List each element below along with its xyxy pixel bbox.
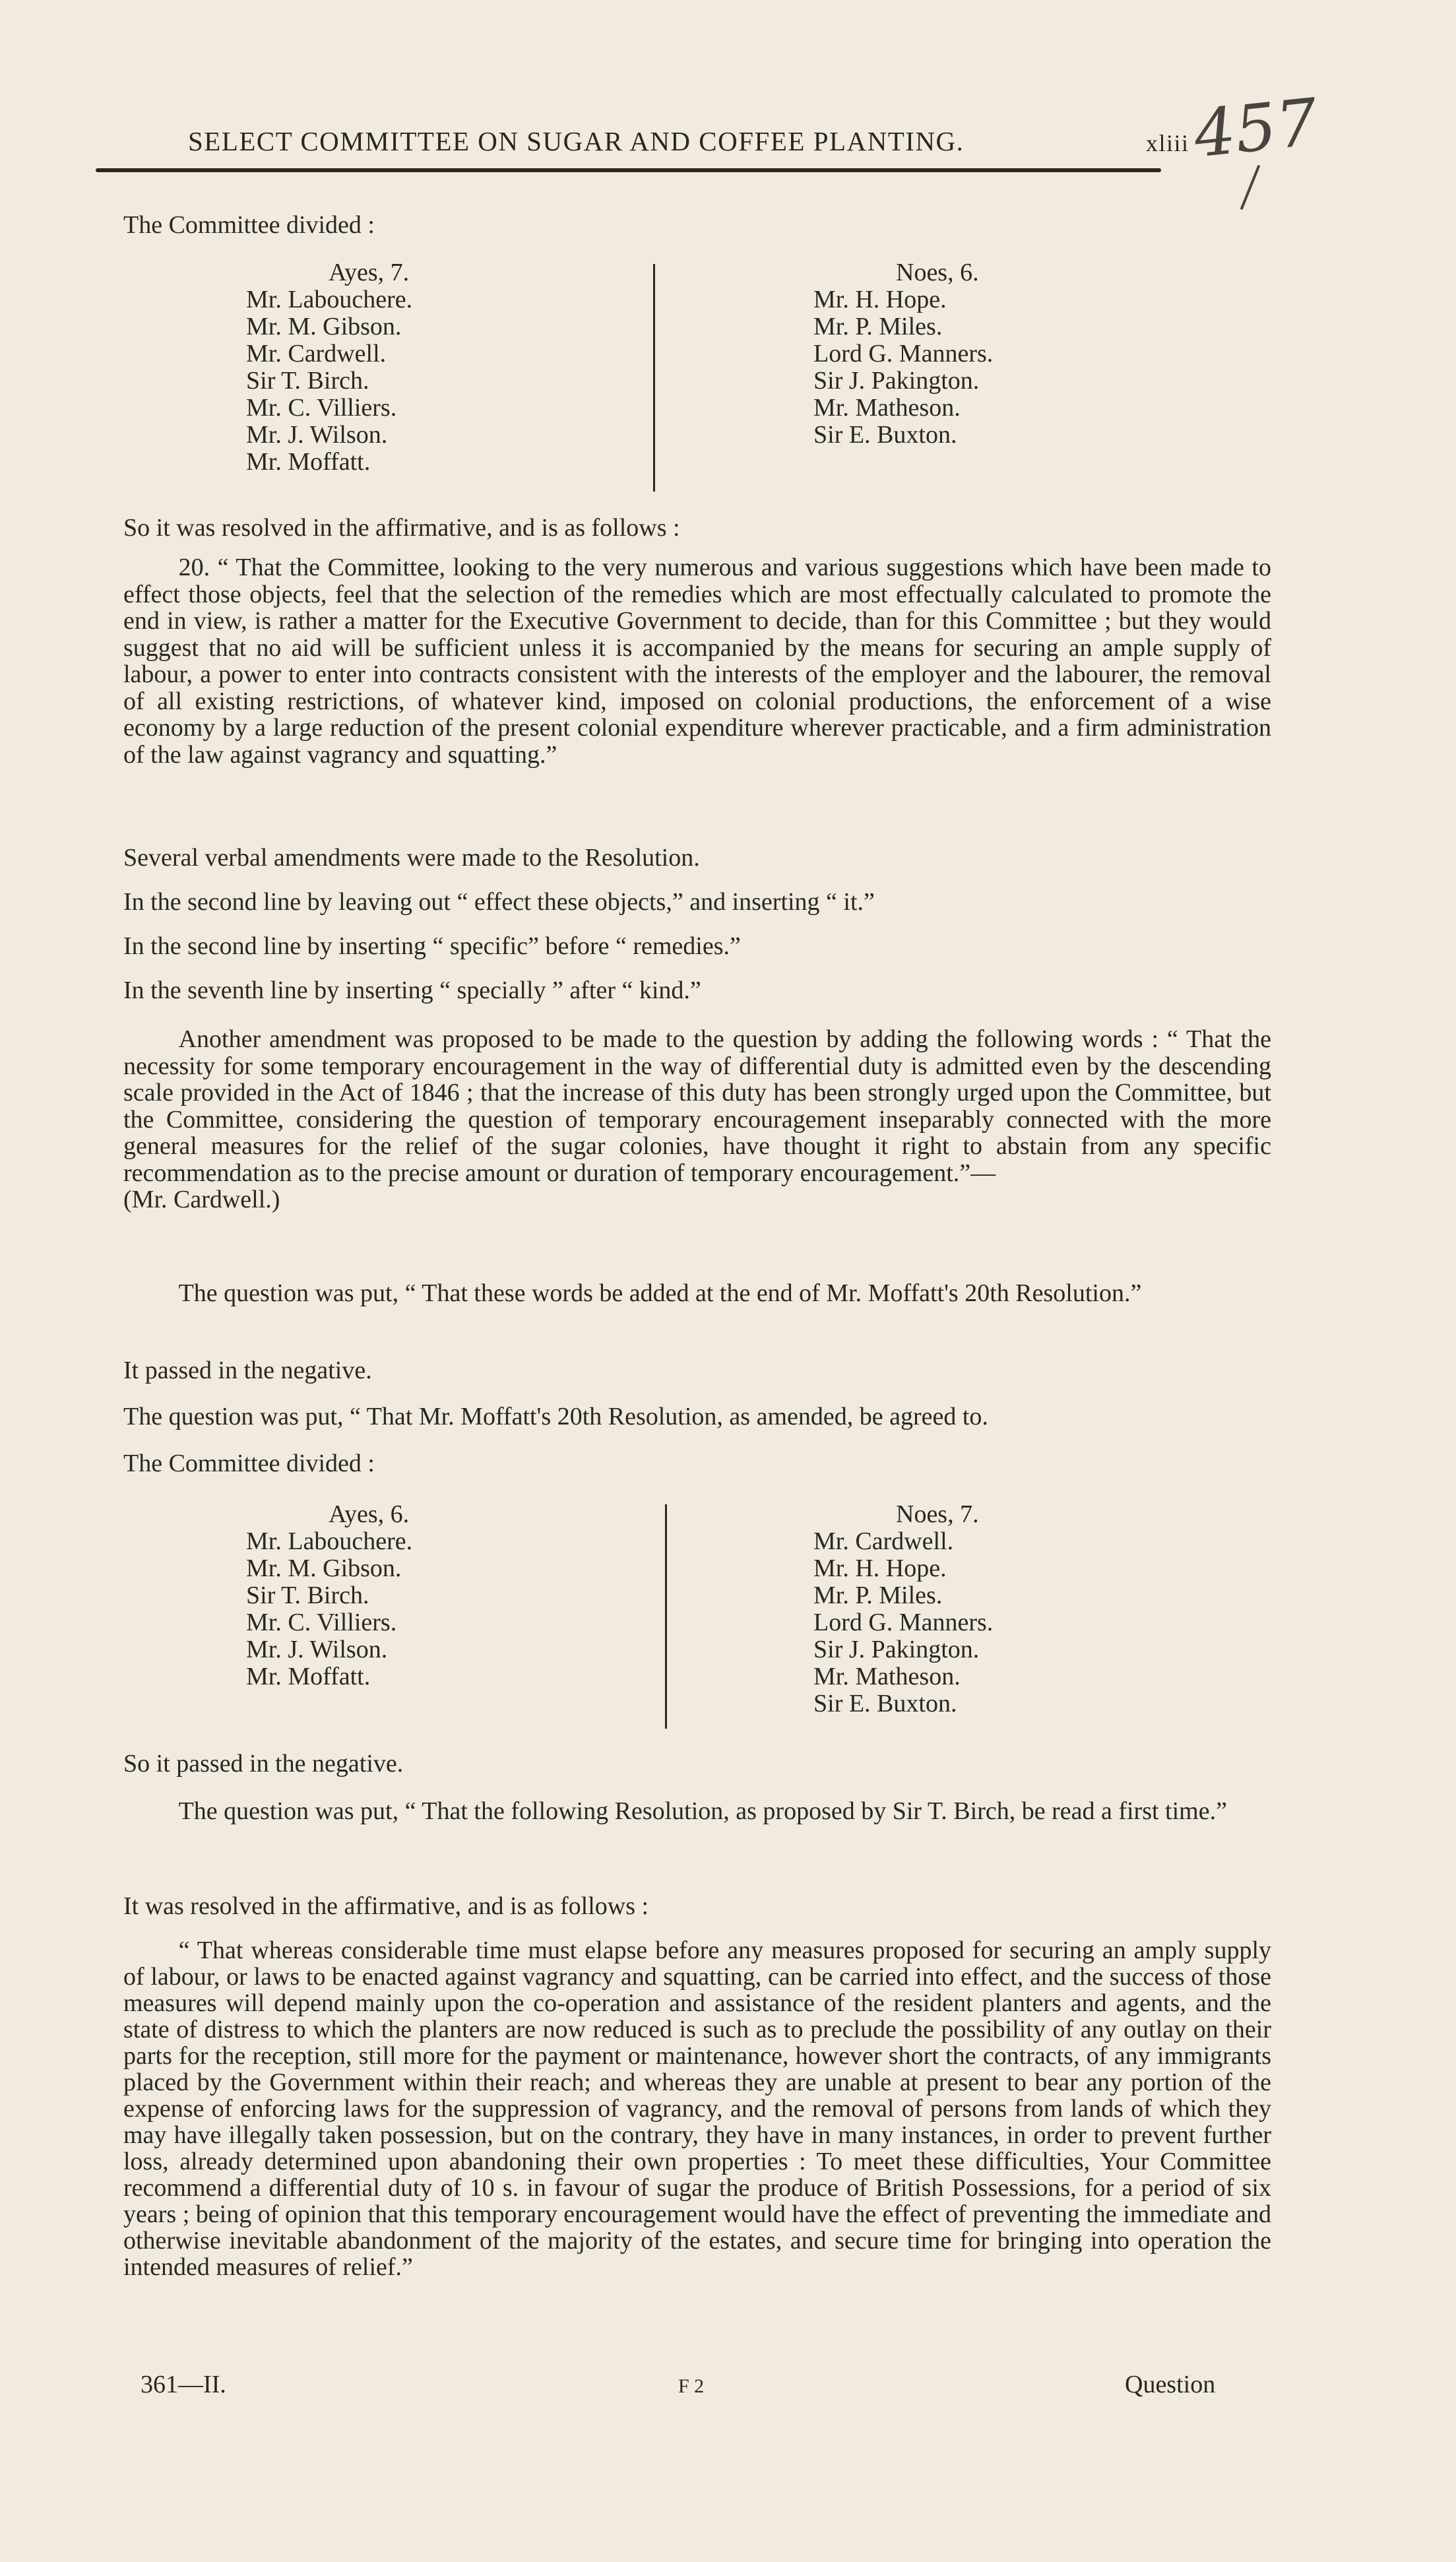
amendment-mover: (Mr. Cardwell.) — [123, 1186, 280, 1213]
column-divider — [653, 264, 655, 492]
member-name: Lord G. Manners. — [813, 1609, 994, 1636]
question-words-added: The question was put, “ That these words be added at the end of Mr. Moffatt's 20th Resolution.” — [178, 1279, 1142, 1307]
member-name: Mr. C. Villiers. — [246, 394, 397, 422]
resolved-affirmative: So it was resolved in the affirmative, and is as follows : — [123, 514, 680, 542]
passed-negative: It passed in the negative. — [123, 1357, 372, 1384]
division-1-intro: The Committee divided : — [123, 211, 375, 239]
division-2-noes — [813, 1501, 993, 1717]
member-name: Sir J. Pakington. — [813, 1636, 980, 1663]
member-name: Mr. M. Gibson. — [246, 1554, 402, 1582]
division-2-ayes — [246, 1501, 412, 1690]
resolved-affirmative: It was resolved in the affirmative, and is as follows : — [123, 1892, 649, 1920]
ayes-heading: Ayes, 6. — [329, 1500, 410, 1528]
member-name: Sir T. Birch. — [246, 367, 369, 395]
member-name: Mr. Moffatt. — [246, 448, 371, 476]
question-agreed: The question was put, “ That Mr. Moffatt's 20th Resolution, as amended, be agreed to. — [123, 1403, 988, 1430]
member-name: Lord G. Manners. — [813, 340, 994, 368]
paper-number: 361—II. — [141, 2371, 226, 2398]
member-name: Mr. J. Wilson. — [246, 1636, 388, 1663]
passed-negative: So it passed in the negative. — [123, 1750, 404, 1777]
member-name: Mr. P. Miles. — [813, 313, 943, 340]
member-name: Mr. Labouchere. — [246, 286, 413, 313]
member-name: Mr. Cardwell. — [813, 1527, 954, 1555]
member-name: Mr. Labouchere. — [246, 1527, 413, 1555]
page-number: xliii — [1146, 130, 1189, 156]
member-name: Mr. Matheson. — [813, 394, 961, 422]
member-name: Sir E. Buxton. — [813, 1690, 957, 1717]
member-name: Mr. Moffatt. — [246, 1663, 371, 1690]
member-name: Mr. H. Hope. — [813, 1554, 947, 1582]
header-title: SELECT COMMITTEE ON SUGAR AND COFFEE PLANTING. — [188, 126, 965, 156]
amendments-intro: Several verbal amendments were made to the Resolution. — [123, 844, 700, 872]
catchword: Question — [1125, 2371, 1216, 2398]
amendment-3: In the seventh line by inserting “ specially ” after “ kind.” — [123, 977, 701, 1004]
member-name: Mr. Cardwell. — [246, 340, 387, 368]
header-rule — [96, 168, 1161, 172]
member-name: Sir T. Birch. — [246, 1582, 369, 1609]
member-name: Mr. M. Gibson. — [246, 313, 402, 340]
birch-resolution: “ That whereas considerable time must elapse before any measures proposed for securing an amply supply of labour, or laws to be enacted against vagrancy and squatting, can be carried into effect, and the success of those measures will depend mainly upon the co-operation and assistance of the resident planters and agents, and the state of distress to which the planters are now reduced is such as to preclude the possibility of any outlay on their parts for the reception, still more for the payment or maintenance, however short the contracts, of any immigrants placed by the Government within their reach; and whereas they are unable at present to bear any portion of the expense of enforcing laws for the suppression of vagrancy, and the removal of persons from lands of which they may have illegally taken possession, but on the contrary, they have in many instances, in order to prevent further loss, already determined upon abandoning their own properties : To meet these difficulties, Your Committee recommend a differential duty of 10 s. in favour of sugar the produce of British Possessions, for a period of six years ; being of opinion that this temporary encouragement would have the effect of preventing the immediate and otherwise inevitable abandonment of the majority of the estates, and secure time for bringing into operation the intended measures of relief.” — [123, 1937, 1271, 2281]
noes-heading: Noes, 6. — [896, 259, 979, 286]
column-divider — [665, 1504, 667, 1729]
division-1-noes — [813, 259, 993, 449]
resolution-20: 20. “ That the Committee, looking to the very numerous and various suggestions which have been made to effect those objects, feel that the selection of the remedies which are most effectually calculated to promote the end in view, is rather a matter for the Executive Government to decide, than for this Committee ; but they would suggest that no aid will be sufficient unless it is accompanied by the means for securing an ample supply of labour, a power to enter into contracts consistent with the interests of the employer and the labourer, the removal of all existing restrictions, of whatever kind, imposed on colonial productions, the enforcement of a wise economy by a large reduction of the present colonial expenditure wherever practicable, and a firm administration of the law against vagrancy and squatting.” — [123, 554, 1271, 769]
division-1-ayes — [246, 259, 412, 476]
ayes-heading: Ayes, 7. — [329, 259, 410, 286]
another-amendment: Another amendment was proposed to be made to the question by adding the following words : “ That the necessity for some temporary encouragement in the way of differential duty is admitted even by the descending scale provided in the Act of 1846 ; that the increase of this duty has been strongly urged upon the Committee, but the Committee, considering the question of temporary encouragement inseparably connected with the more general measures for the relief of the sugar colonies, have thought it right to abstain from any specific recommendation as to the precise amount or duration of temporary encouragement.”— (Mr. Cardwell.) — [123, 1025, 1271, 1213]
noes-heading: Noes, 7. — [896, 1500, 979, 1528]
member-name: Mr. Matheson. — [813, 1663, 961, 1690]
handwritten-stroke — [1240, 165, 1261, 210]
member-name: Mr. H. Hope. — [813, 286, 947, 313]
member-name: Sir E. Buxton. — [813, 421, 957, 449]
question-birch-resolution: The question was put, “ That the following Resolution, as proposed by Sir T. Birch, be read a first time.” — [178, 1797, 1227, 1825]
member-name: Sir J. Pakington. — [813, 367, 980, 395]
signature-mark: F 2 — [678, 2375, 705, 2397]
member-name: Mr. C. Villiers. — [246, 1609, 397, 1636]
handwritten-page-number: 457 — [1190, 84, 1321, 173]
member-name: Mr. J. Wilson. — [246, 421, 388, 449]
amendment-2: In the second line by inserting “ specific” before “ remedies.” — [123, 932, 741, 960]
member-name: Mr. P. Miles. — [813, 1582, 943, 1609]
amendment-1: In the second line by leaving out “ effect these objects,” and inserting “ it.” — [123, 888, 875, 916]
division-2-intro: The Committee divided : — [123, 1450, 375, 1477]
